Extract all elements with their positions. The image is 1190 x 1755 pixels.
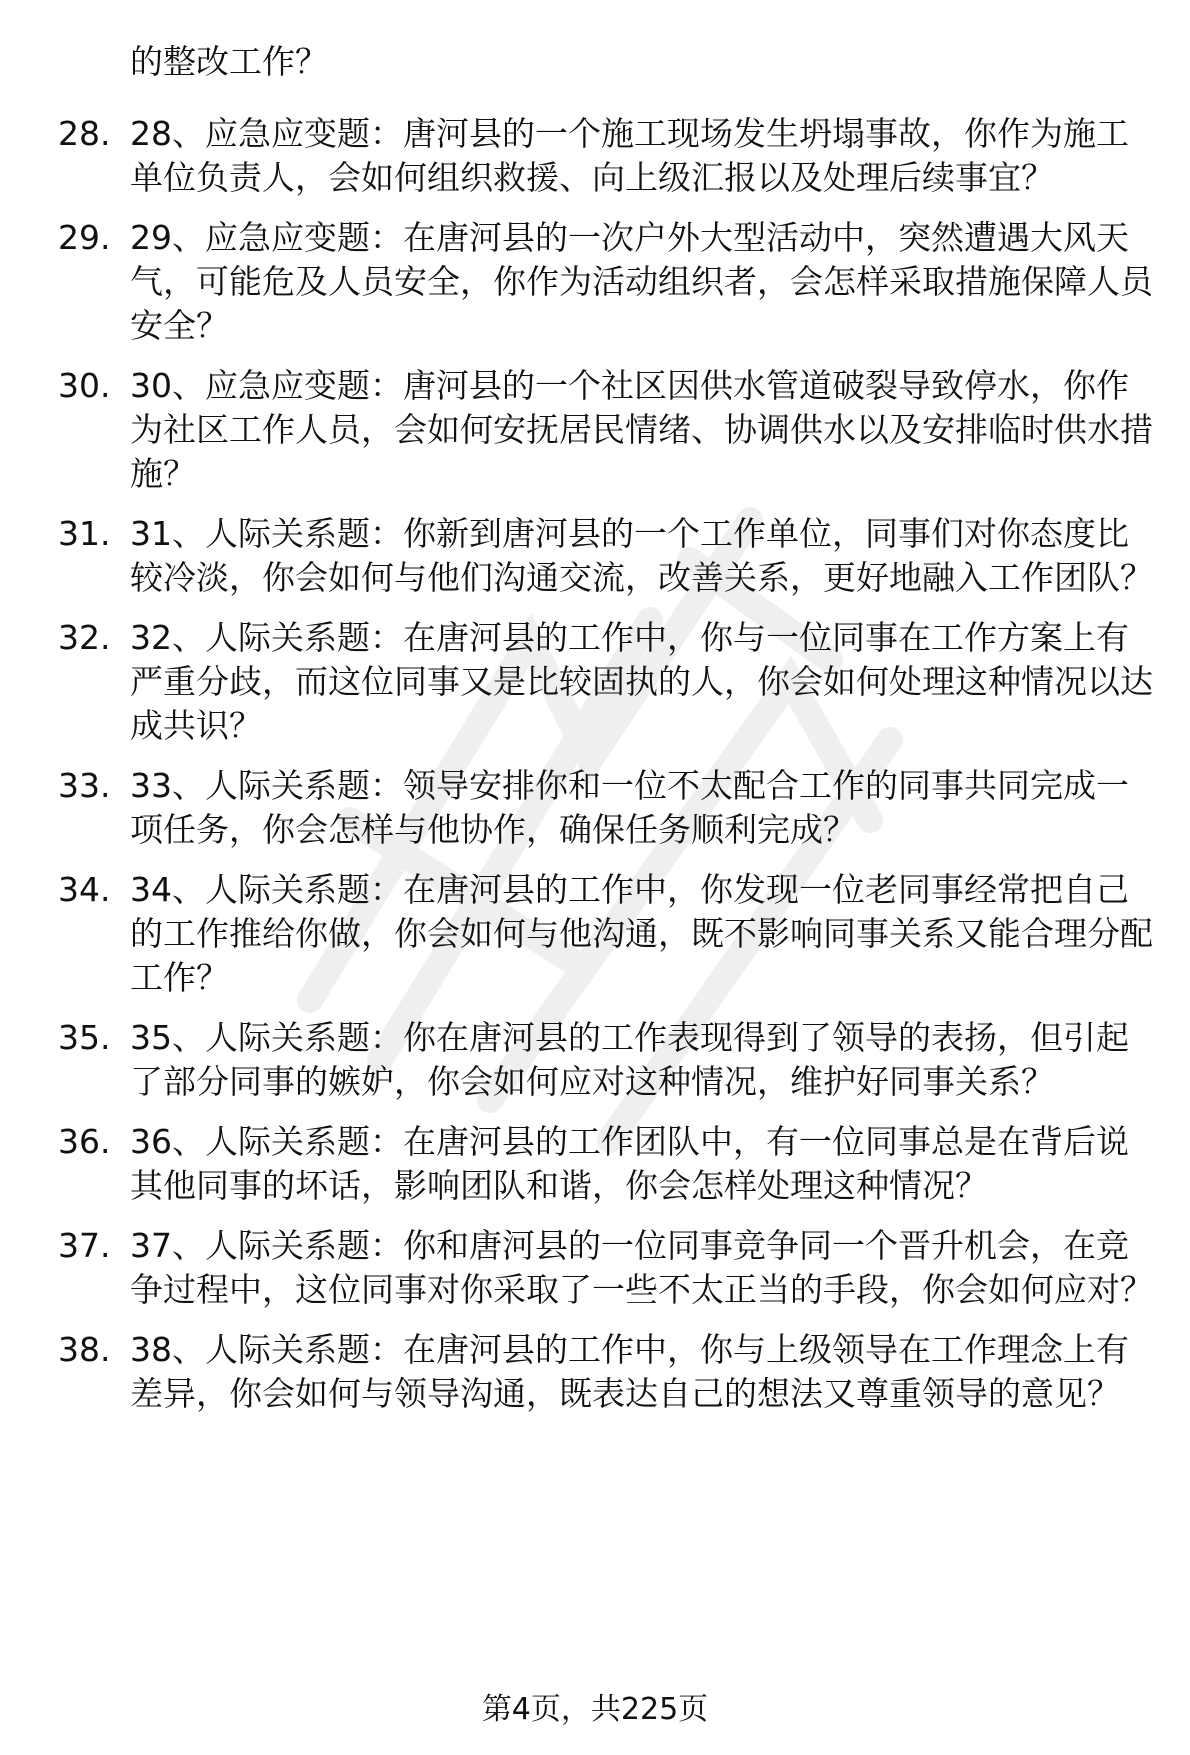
question-item bbox=[0, 1016, 1190, 1104]
question-text: 35、人际关系题：你在唐河县的工作表现得到了领导的表扬，但引起了部分同事的嫉妒，你会如何应对这种情况，维护好同事关系？ bbox=[130, 1018, 1129, 1101]
question-item bbox=[0, 1224, 1190, 1312]
question-number: 36. bbox=[58, 1122, 111, 1161]
question-number: 29. bbox=[58, 218, 111, 257]
question-text: 32、人际关系题：在唐河县的工作中，你与一位同事在工作方案上有严重分歧，而这位同事又是比较固执的人，你会如何处理这种情况以达成共识？ bbox=[130, 618, 1153, 745]
continuation-text: 的整改工作？ bbox=[130, 42, 328, 81]
question-number: 35. bbox=[58, 1018, 111, 1057]
question-text: 33、人际关系题：领导安排你和一位不太配合工作的同事共同完成一项任务，你会怎样与他协作，确保任务顺利完成？ bbox=[130, 766, 1129, 849]
question-item bbox=[0, 512, 1190, 600]
question-number: 31. bbox=[58, 514, 111, 553]
question-number: 33. bbox=[58, 766, 111, 805]
question-number: 28. bbox=[58, 114, 111, 153]
question-text: 30、应急应变题：唐河县的一个社区因供水管道破裂导致停水，你作为社区工作人员，会如何安抚居民情绪、协调供水以及安排临时供水措施？ bbox=[130, 366, 1153, 493]
question-item bbox=[0, 868, 1190, 1000]
question-item bbox=[0, 1328, 1190, 1416]
question-item bbox=[0, 364, 1190, 496]
question-number: 32. bbox=[58, 618, 111, 657]
question-item bbox=[0, 112, 1190, 200]
page-number-footer: 第4页，共225页 bbox=[481, 1692, 709, 1727]
question-number: 37. bbox=[58, 1226, 111, 1265]
question-text: 36、人际关系题：在唐河县的工作团队中，有一位同事总是在背后说其他同事的坏话，影响团队和谐，你会怎样处理这种情况？ bbox=[130, 1122, 1129, 1205]
question-text: 31、人际关系题：你新到唐河县的一个工作单位，同事们对你态度比较冷淡，你会如何与他们沟通交流，改善关系，更好地融入工作团队？ bbox=[130, 514, 1153, 597]
question-text: 37、人际关系题：你和唐河县的一位同事竞争同一个晋升机会，在竞争过程中，这位同事对你采取了一些不太正当的手段，你会如何应对？ bbox=[130, 1226, 1153, 1309]
question-text: 29、应急应变题：在唐河县的一次户外大型活动中，突然遭遇大风天气，可能危及人员安全，你作为活动组织者，会怎样采取措施保障人员安全？ bbox=[130, 218, 1153, 345]
question-number: 38. bbox=[58, 1330, 111, 1369]
question-number: 30. bbox=[58, 366, 111, 405]
question-item bbox=[0, 216, 1190, 348]
question-number: 34. bbox=[58, 870, 111, 909]
question-text: 34、人际关系题：在唐河县的工作中，你发现一位老同事经常把自己的工作推给你做，你会如何与他沟通，既不影响同事关系又能合理分配工作？ bbox=[130, 870, 1153, 997]
question-text: 28、应急应变题：唐河县的一个施工现场发生坍塌事故，你作为施工单位负责人，会如何组织救援、向上级汇报以及处理后续事宜？ bbox=[130, 114, 1129, 197]
question-item bbox=[0, 764, 1190, 852]
question-item bbox=[0, 1120, 1190, 1208]
question-item bbox=[0, 616, 1190, 748]
question-text: 38、人际关系题：在唐河县的工作中，你与上级领导在工作理念上有差异，你会如何与领导沟通，既表达自己的想法又尊重领导的意见？ bbox=[130, 1330, 1129, 1413]
question-list bbox=[0, 112, 1190, 1432]
